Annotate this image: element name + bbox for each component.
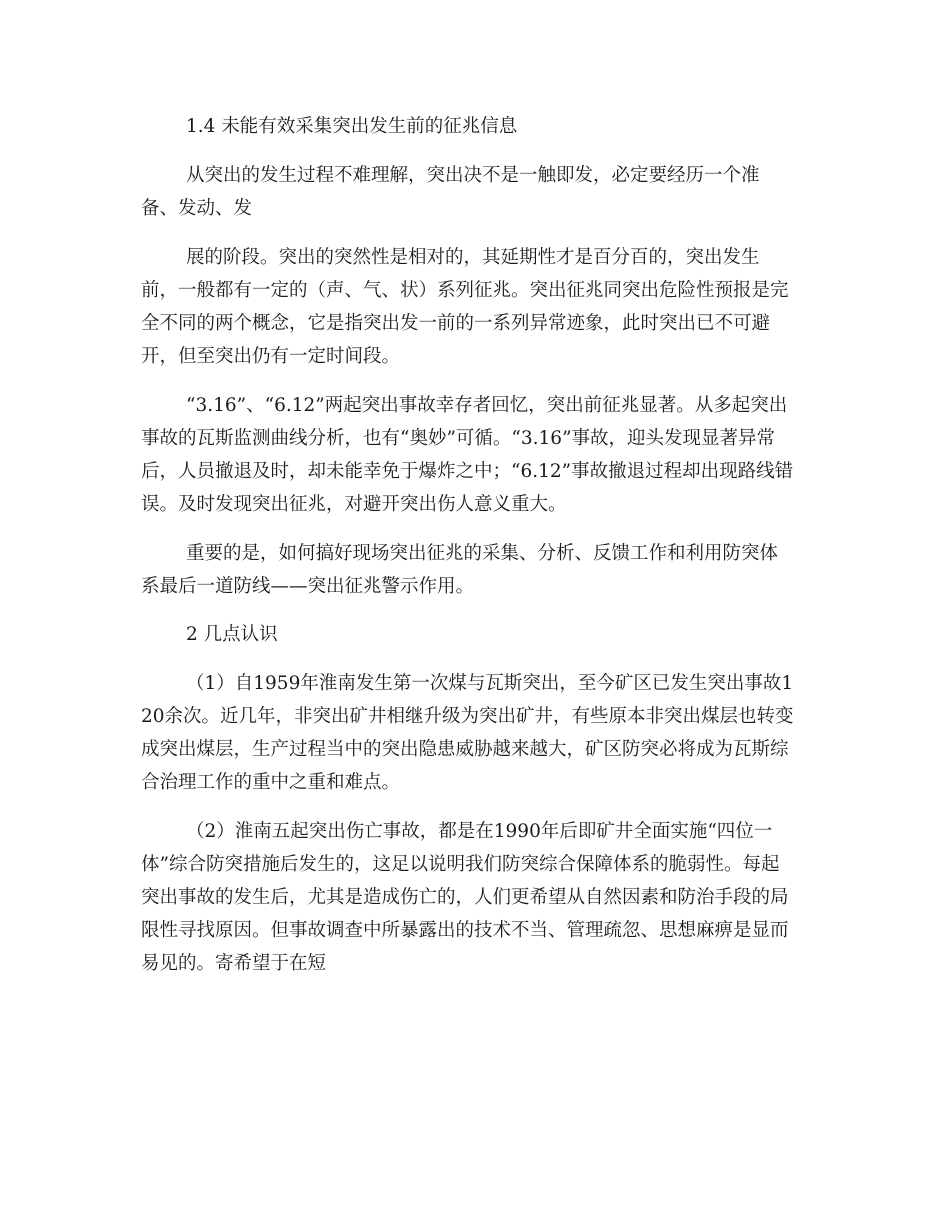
paragraph-3: “3.16”、“6.12”两起突出事故幸存者回忆，突出前征兆显著。从多起突出事故的瓦斯监测曲线分析，也有“奥妙”可循。“3.16”事故，迎头发现显著异常后，人员撤退及时，却未能幸免于爆炸之中；“6.12”事故撤退过程却出现路线错误。及时发现突出征兆，对避开突出伤人意义重大。 (141, 395, 794, 515)
section-heading-1-4: 1.4 未能有效采集突出发生前的征兆信息 (186, 116, 518, 137)
paragraph-5: （1）自1959年淮南发生第一次煤与瓦斯突出，至今矿区已发生突出事故120余次。近几年，非突出矿井相继升级为突出矿井，有些原本非突出煤层也转变成突出煤层，生产过程当中的突出隐患威胁越来越大，矿区防突必将成为瓦斯综合治理工作的重中之重和难点。 (141, 673, 794, 793)
paragraph-1: 从突出的发生过程不难理解，突出决不是一触即发，必定要经历一个准备、发动、发 (141, 165, 760, 219)
document-page (141, 110, 796, 980)
paragraph-4: 重要的是，如何搞好现场突出征兆的采集、分析、反馈工作和利用防突体系最后一道防线——突出征兆警示作用。 (141, 543, 779, 597)
paragraph-6: （2）淮南五起突出伤亡事故，都是在1990年后即矿井全面实施“四位一体”综合防突措施后发生的，这足以说明我们防突综合保障体系的脆弱性。每起突出事故的发生后，尤其是造成伤亡的，人们更希望从自然因素和防治手段的局限性寻找原因。但事故调查中所暴露出的技术不当、管理疏忽、思想麻痹是显而易见的。寄希望于在短 (141, 821, 789, 974)
section-heading-2: 2 几点认识 (186, 624, 278, 645)
paragraph-2: 展的阶段。突出的突然性是相对的，其延期性才是百分百的，突出发生前，一般都有一定的（声、气、状）系列征兆。突出征兆同突出危险性预报是完全不同的两个概念，它是指突出发一前的一系列异常迹象，此时突出已不可避开，但至突出仍有一定时间段。 (141, 247, 789, 367)
